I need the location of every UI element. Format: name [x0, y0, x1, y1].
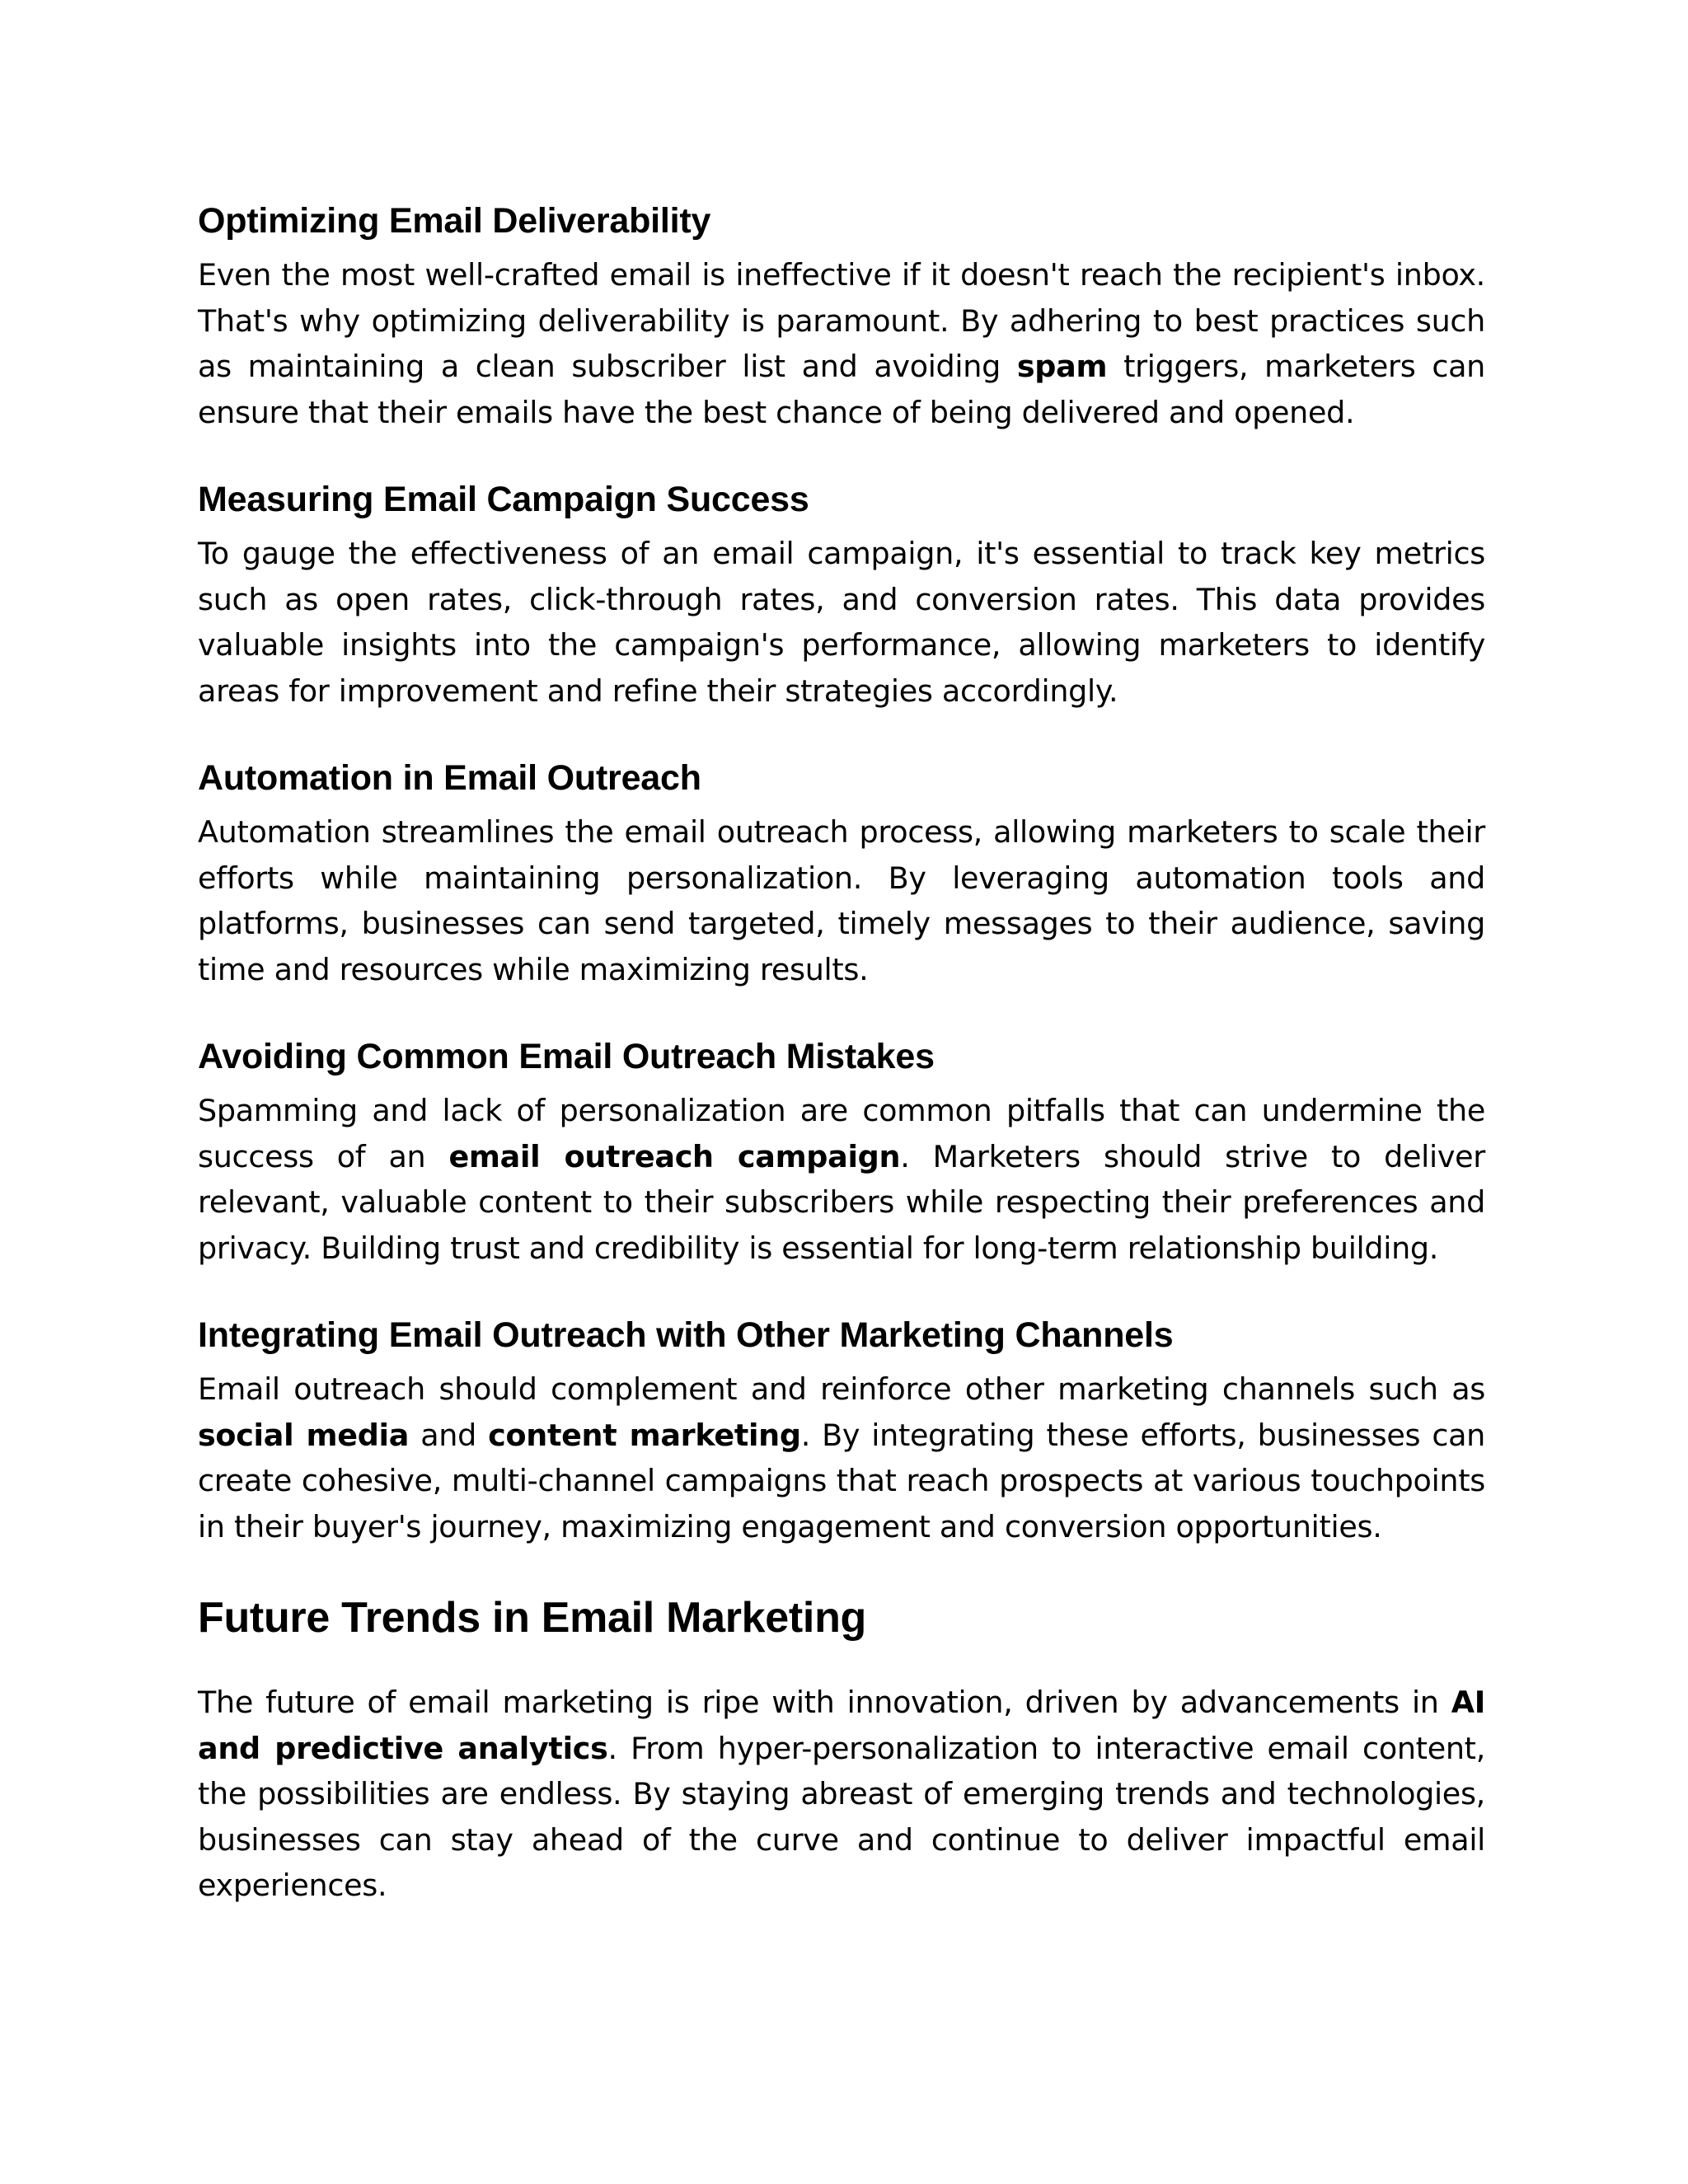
section-automation [198, 753, 1485, 992]
section-measuring-success [198, 475, 1485, 714]
section-paragraph [198, 252, 1485, 435]
paragraph-run: Automation streamlines the email outreach process, allowing marketers to scale their efforts while maintaining personalization. By leveraging automation tools and platforms, businesses can send targeted, timely messages to their audience, saving time and resources while maximizing results. [198, 814, 1485, 987]
bold-keyword-social-media: social media [198, 1417, 410, 1453]
document-page [198, 196, 1485, 1909]
section-future-trends [198, 1589, 1485, 1909]
paragraph-run: . From hyper-personalization to interactive email content, the possibilities are endless. By staying abreast of emerging trends and technologies, businesses can stay ahead of the curve and continue to deliver impactful email experiences. [198, 1730, 1485, 1903]
bold-keyword-content-marketing: content marketing [488, 1417, 801, 1453]
section-heading: Avoiding Common Email Outreach Mistakes [198, 1037, 935, 1076]
section-heading: Integrating Email Outreach with Other Marketing Channels [198, 1315, 1174, 1355]
section-heading: Measuring Email Campaign Success [198, 480, 809, 519]
paragraph-run: To gauge the effectiveness of an email campaign, it's essential to track key metrics such as open rates, click-through rates, and conversion rates. This data provides valuable insights into the campaign's performance, allowing marketers to identify areas for improvement and refine their strategies accordingly. [198, 536, 1485, 709]
section-paragraph [198, 1088, 1485, 1271]
paragraph-run: triggers, marketers can ensure that their emails have the best chance of being delivered and opened. [198, 349, 1485, 430]
section-avoiding-mistakes [198, 1032, 1485, 1271]
paragraph-run: Spamming and lack of personalization are common pitfalls that can undermine the success of an [198, 1093, 1485, 1174]
bold-keyword-email-outreach-campaign: email outreach campaign [448, 1138, 901, 1174]
section-heading: Optimizing Email Deliverability [198, 201, 711, 241]
section-paragraph [198, 809, 1485, 992]
section-heading: Automation in Email Outreach [198, 758, 701, 798]
paragraph-run: and [409, 1417, 489, 1453]
section-integrating-channels [198, 1310, 1485, 1549]
paragraph-run: . By integrating these efforts, businesses can create cohesive, multi-channel campaigns that reach prospects at various touchpoints in their buyer's journey, maximizing engagement and conversion opportunities. [198, 1417, 1485, 1544]
section-paragraph [198, 1366, 1485, 1549]
paragraph-run: The future of email marketing is ripe with innovation, driven by advancements in [198, 1685, 1451, 1720]
bold-keyword-ai-predictive-analytics: AI and predictive analytics [198, 1685, 1485, 1766]
paragraph-run: Email outreach should complement and reinforce other marketing channels such as [198, 1371, 1485, 1407]
section-optimizing-deliverability [198, 196, 1485, 435]
section-paragraph [198, 1680, 1485, 1909]
paragraph-run: . Marketers should strive to deliver relevant, valuable content to their subscribers while respecting their preferences and privacy. Building trust and credibility is essential for long-term relationship building. [198, 1138, 1485, 1266]
section-paragraph [198, 531, 1485, 714]
main-heading: Future Trends in Email Marketing [198, 1594, 866, 1642]
paragraph-run: Even the most well-crafted email is ineffective if it doesn't reach the recipient's inbox. That's why optimizing deliverability is paramount. By adhering to best practices such as maintaining a clean subscriber list and avoiding [198, 257, 1485, 384]
bold-keyword-spam: spam [1016, 349, 1108, 384]
